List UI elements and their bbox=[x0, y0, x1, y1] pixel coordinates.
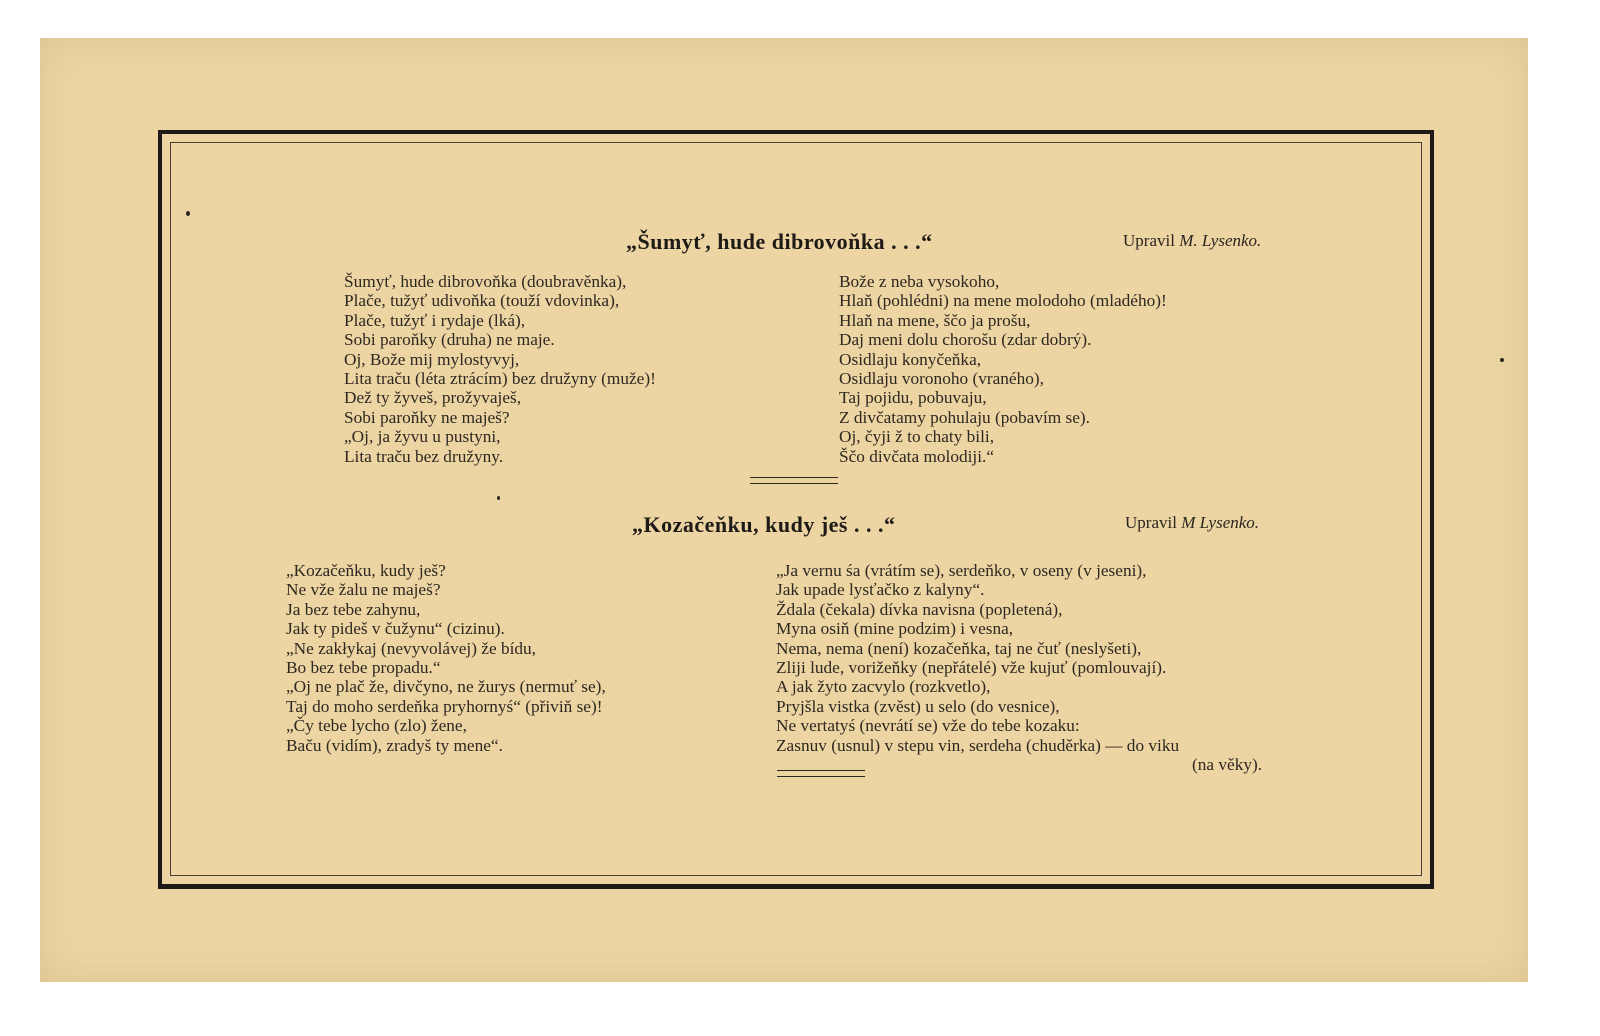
song1-credit-name: M. Lysenko. bbox=[1179, 231, 1262, 250]
verse-line: Ne vertatyś (nevrátí se) vže do tebe kozaku: bbox=[776, 716, 1080, 736]
verse-line: Plače, tužyť i rydaje (lká), bbox=[344, 310, 526, 330]
verse-line: Ja bez tebe zahynu, bbox=[286, 599, 421, 619]
verse-line: Bo bez tebe propadu.“ bbox=[286, 657, 441, 677]
verse-line: Šumyť, hude dibrovoňka (doubravěnka), bbox=[344, 272, 627, 291]
verse-line: Pryjšla vistka (zvěst) u selo (do vesnice), bbox=[776, 696, 1060, 716]
verse-line: „Ja vernu śa (vrátím se), serdeňko, v oseny (v jeseni), bbox=[776, 561, 1147, 580]
verse-line: A jak žyto zacvylo (rozkvetlo), bbox=[776, 677, 991, 697]
song1-credit-prefix: Upravil bbox=[1123, 231, 1175, 250]
verse-line: Jak ty pideš v čužynu“ (cizinu). bbox=[286, 619, 505, 639]
song2-continuation: (na věky). bbox=[1192, 755, 1263, 774]
paper-sheet bbox=[40, 38, 1528, 982]
verse-line: Z divčatamy pohulaju (pobavím se). bbox=[839, 407, 1090, 427]
ink-speck bbox=[1500, 358, 1504, 362]
verse-line: Sobi paroňky ne maješ? bbox=[344, 407, 510, 427]
verse-line: „Oj, ja žyvu u pustyni, bbox=[344, 427, 501, 447]
song2-credit-name: M Lysenko. bbox=[1181, 513, 1260, 532]
ink-speck bbox=[186, 211, 190, 216]
verse-line: Daj meni dolu chorošu (zdar dobrý). bbox=[839, 330, 1092, 350]
end-divider bbox=[777, 770, 865, 777]
verse-line: Jak upade lysťačko z kalyny“. bbox=[776, 580, 985, 600]
verse-line: „Oj ne plač že, divčyno, ne žurys (nermuť se), bbox=[286, 677, 606, 697]
verse-line: Lita traču (léta ztrácím) bez družyny (muže)! bbox=[344, 368, 656, 388]
song2-left-column bbox=[286, 561, 606, 755]
verse-line: „Čy tebe lycho (zlo) žene, bbox=[286, 716, 467, 736]
verse-line: Oj, Bože mij mylostyvyj, bbox=[344, 349, 520, 369]
song1-right-column bbox=[839, 272, 1167, 466]
verse-line: Plače, tužyť udivoňka (touží vdovinka), bbox=[344, 291, 620, 311]
verse-line: Bože z neba vysokoho, bbox=[839, 272, 1000, 291]
ink-speck bbox=[497, 496, 500, 500]
verse-line: Dež ty žyveš, prožyvaješ, bbox=[344, 388, 522, 408]
song2-credit bbox=[1125, 513, 1259, 533]
verse-line: Baču (vidím), zradyš ty mene“. bbox=[286, 735, 503, 755]
verse-line: Myna osiň (mine podzim) i vesna, bbox=[776, 619, 1014, 639]
song1-left-column bbox=[344, 272, 656, 466]
song2-title: „Kozačeňku, kudy ješ . . .“ bbox=[632, 512, 896, 537]
verse-line: Taj do moho serdeňka pryhornyś“ (přiviň se)! bbox=[286, 696, 603, 716]
song1-title: „Šumyť, hude dibrovoňka . . .“ bbox=[626, 229, 933, 254]
verse-line: Oj, čyji ž to chaty bili, bbox=[839, 427, 995, 447]
verse-line: Hlaň na mene, ščo ja prošu, bbox=[839, 310, 1031, 330]
song2-credit-prefix: Upravil bbox=[1125, 513, 1177, 532]
section-divider bbox=[750, 477, 838, 484]
verse-line: Ščo divčata molodiji.“ bbox=[839, 446, 995, 466]
verse-line: Taj pojidu, pobuvaju, bbox=[839, 388, 987, 408]
verse-line: „Ne zakłykaj (nevyvolávej) že bídu, bbox=[286, 638, 536, 658]
verse-line: „Kozačeňku, kudy ješ? bbox=[286, 561, 446, 580]
verse-line: Ždala (čekala) dívka navisna (popletená), bbox=[776, 599, 1063, 619]
song2-right-column bbox=[776, 561, 1179, 755]
verse-line: Lita traču bez družyny. bbox=[344, 446, 504, 466]
song1-credit bbox=[1123, 231, 1261, 251]
verse-line: Sobi paroňky (druha) ne maje. bbox=[344, 330, 555, 350]
verse-line: Zasnuv (usnul) v stepu vin, serdeha (chuděrka) — do viku bbox=[776, 735, 1180, 755]
verse-line: Osidlaju voronoho (vraného), bbox=[839, 368, 1044, 388]
verse-line: Zliji lude, vorižeňky (nepřátelé) vže kujuť (pomlouvají). bbox=[776, 657, 1167, 677]
verse-line: Hlaň (pohlédni) na mene molodoho (mladého)! bbox=[839, 291, 1167, 311]
verse-line: Nema, nema (není) kozačeňka, taj ne čuť (neslyšeti), bbox=[776, 638, 1142, 658]
verse-line: Osidlaju konyčeňka, bbox=[839, 349, 982, 369]
verse-line: Ne vže žalu ne maješ? bbox=[286, 580, 441, 600]
